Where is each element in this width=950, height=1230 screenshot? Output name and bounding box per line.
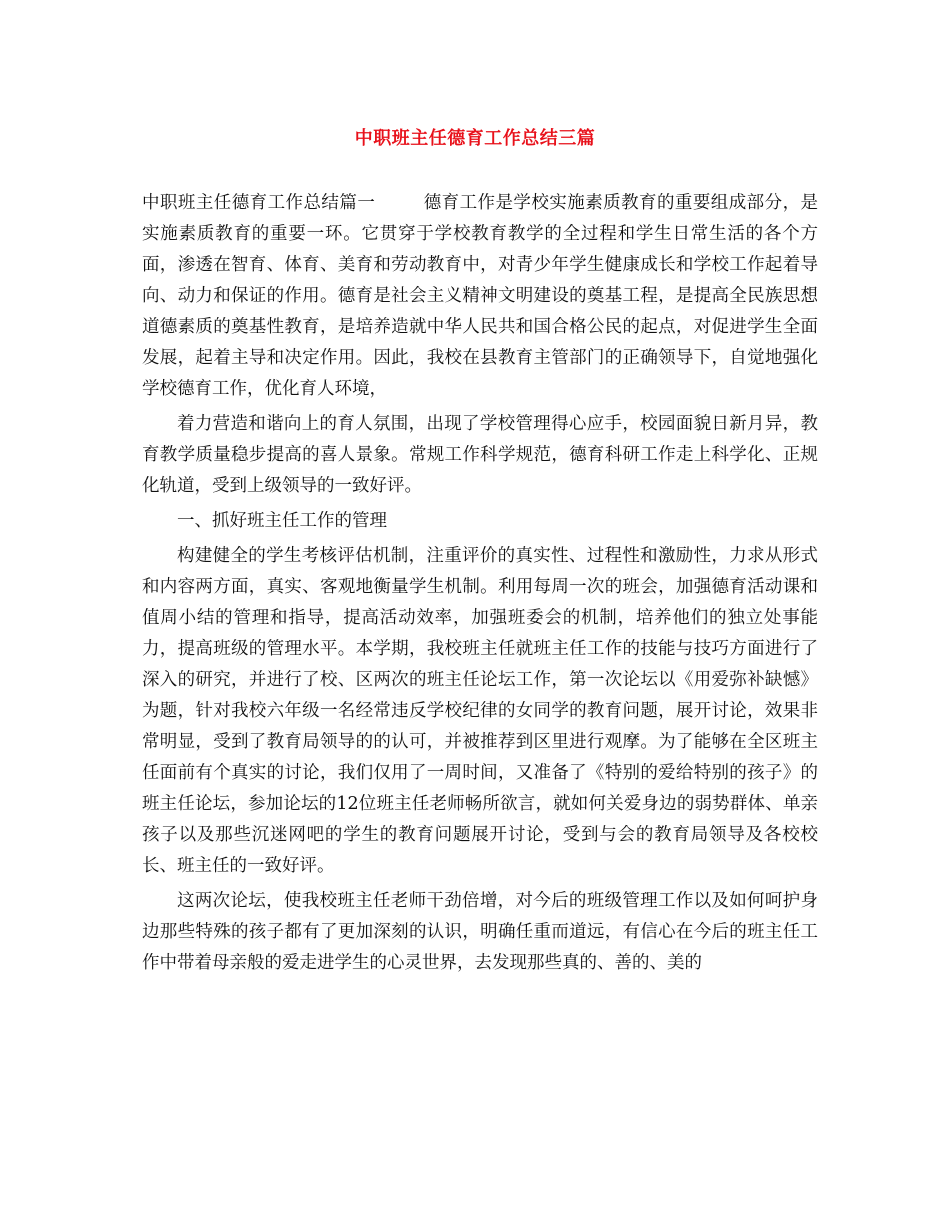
intro-paragraph bbox=[142, 188, 818, 405]
document-title: 中职班主任德育工作总结三篇 bbox=[354, 128, 596, 149]
section-heading: 一、抓好班主任工作的管理 bbox=[177, 511, 387, 531]
section-label: 中职班主任德育工作总结篇一 bbox=[142, 193, 376, 213]
intro-text: 德育工作是学校实施素质教育的重要组成部分，是实施素质教育的重要一环。它贯穿于学校教育教学的全过程和学生日常生活的各个方面，渗透在智育、体育、美育和劳动教育中，对青少年学生健康成长和学校工作起着导向、动力和保证的作用。德育是社会主义精神文明建设的奠基工程，是提高全民族思想道德素质的奠基性教育，是培养造就中华人民共和国合格公民的起点，对促进学生全面发展，起着主导和决定作用。因此，我校在县教育主管部门的正确领导下，自觉地强化学校德育工作，优化育人环境， bbox=[142, 193, 819, 399]
paragraph: 这两次论坛，使我校班主任老师干劲倍增，对今后的班级管理工作以及如何呵护身边那些特殊的孩子都有了更加深刻的认识，明确任重而道远，有信心在今后的班主任工作中带着母亲般的爱走进学生的心灵世界，去发现那些真的、善的、美的 bbox=[142, 891, 818, 973]
document-body bbox=[142, 188, 818, 979]
paragraph: 构建健全的学生考核评估机制，注重评价的真实性、过程性和激励性，力求从形式和内容两方面，真实、客观地衡量学生机制。利用每周一次的班会，加强德育活动课和值周小结的管理和指导，提高活动效率，加强班委会的机制，培养他们的独立处事能力，提高班级的管理水平。本学期，我校班主任就班主任工作的技能与技巧方面进行了深入的研究，并进行了校、区两次的班主任论坛工作，第一次论坛以《用爱弥补缺憾》为题，针对我校六年级一名经常违反学校纪律的女同学的教育问题，展开讨论，效果非常明显，受到了教育局领导的的认可，并被推荐到区里进行观摩。为了能够在全区班主任面前有个真实的讨论，我们仅用了一周时间，又准备了《特别的爱给特别的孩子》的班主任论坛，参加论坛的12位班主任老师畅所欲言，就如何关爱身边的弱势群体、单亲孩子以及那些沉迷网吧的学生的教育问题展开讨论，受到与会的教育局领导及各校校长、班主任的一致好评。 bbox=[142, 546, 818, 876]
paragraph: 着力营造和谐向上的育人氛围，出现了学校管理得心应手，校园面貌日新月异，教育教学质量稳步提高的喜人景象。常规工作科学规范，德育科研工作走上科学化、正规化轨道，受到上级领导的一致好评。 bbox=[142, 414, 818, 496]
